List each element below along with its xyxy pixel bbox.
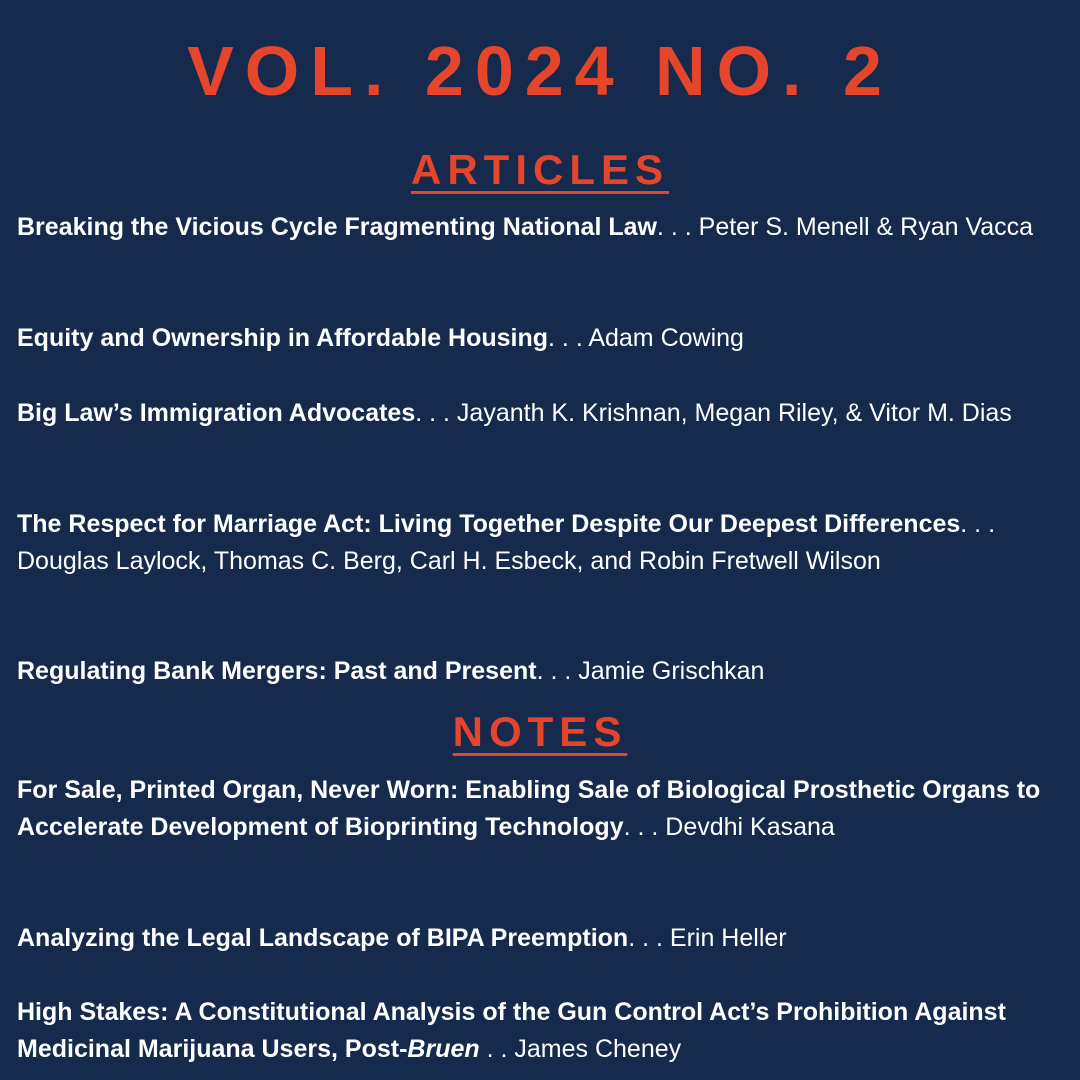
notes-heading: NOTES <box>452 708 628 755</box>
article-title: Regulating Bank Mergers: Past and Present <box>17 657 537 685</box>
note-authors: Erin Heller <box>669 924 787 952</box>
entry-separator: . . . <box>623 813 666 841</box>
note-title: Analyzing the Legal Landscape of BIPA Preemption <box>17 924 629 952</box>
entry-separator: . . . <box>628 924 670 952</box>
article-title: Breaking the Vicious Cycle Fragmenting National Law <box>17 213 657 241</box>
entry-separator: . . . <box>536 657 579 685</box>
entry-separator: . . <box>479 1035 515 1063</box>
article-entry <box>17 395 1067 432</box>
note-entry <box>17 994 1067 1068</box>
article-entry <box>17 653 1067 690</box>
article-title: Big Law’s Immigration Advocates <box>17 399 416 427</box>
article-entry <box>17 506 1067 580</box>
articles-heading: ARTICLES <box>411 146 669 193</box>
note-authors: James Cheney <box>514 1035 682 1063</box>
entry-separator: . . . <box>656 213 699 241</box>
article-entry <box>17 320 1067 357</box>
volume-title: VOL. 2024 NO. 2 <box>187 32 893 110</box>
note-authors: Devdhi Kasana <box>665 813 835 841</box>
note-entry <box>17 772 1067 846</box>
article-authors: Douglas Laylock, Thomas C. Berg, Carl H. Esbeck, and Robin Fretwell Wilson <box>17 547 881 575</box>
entry-separator: . . . <box>415 399 457 427</box>
article-authors: Peter S. Menell & Ryan Vacca <box>698 213 1034 241</box>
note-entry <box>17 920 1067 957</box>
article-authors: Jamie Grischkan <box>578 657 765 685</box>
article-authors: Jayanth K. Krishnan, Megan Riley, & Vitor M. Dias <box>456 399 1012 427</box>
article-entry <box>17 209 1067 246</box>
article-authors: Adam Cowing <box>588 324 744 352</box>
note-title-italic-case-name: Bruen <box>407 1035 480 1063</box>
entry-separator: . . . <box>960 510 996 538</box>
entry-separator: . . . <box>548 324 589 352</box>
note-title-text: High Stakes: A Constitutional Analysis of the Gun Control Act’s Prohibition Against Medicinal Marijuana Users, Post- <box>17 998 1006 1063</box>
article-title: The Respect for Marriage Act: Living Together Despite Our Deepest Differences <box>17 510 961 538</box>
article-title: Equity and Ownership in Affordable Housing <box>17 324 549 352</box>
note-title: For Sale, Printed Organ, Never Worn: Enabling Sale of Biological Prosthetic Organs to Accelerate Development of Bioprinting Technology <box>17 776 1041 841</box>
